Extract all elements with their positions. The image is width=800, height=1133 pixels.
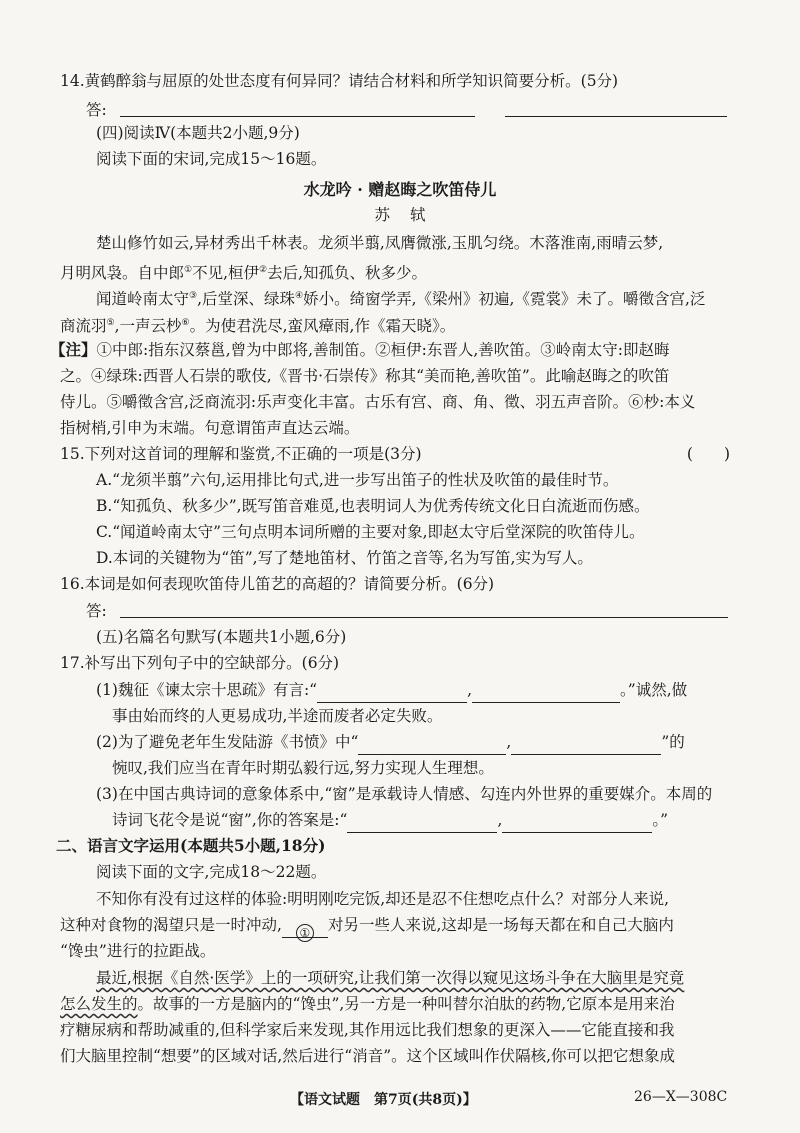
part2-instruction: 阅读下面的文字,完成18～22题。: [96, 863, 327, 881]
q14-answer-label: 答:: [86, 101, 107, 119]
q17-part3-line1: (3)在中国古典诗词的意象体系中,“窗”是承载诗人情感、勾连内外世界的重要媒介。本周的: [96, 785, 713, 803]
q17-part2-line2: 惋叹,我们应当在青年时期弘毅行远,努力实现人生理想。: [112, 759, 494, 777]
q17-stem: 17.补写出下列句子中的空缺部分。(6分): [60, 654, 340, 672]
q17-blank-5[interactable]: [347, 814, 497, 833]
poem-line-3: 闻道岭南太守③,后堂深、绿珠④娇小。绮窗学弄,《梁州》初遍,《霓裳》未了。嚼徵含宫,泛: [96, 290, 706, 309]
notes-line-1: 【注】①中郎:指东汉蔡邕,曾为中郎将,善制笛。②桓伊:东晋人,善吹笛。③岭南太守:即赵晦: [50, 340, 670, 359]
q15-answer-paren[interactable]: ( ): [686, 445, 730, 463]
passage-line-1: 不知你有没有过这样的体验:明明刚吃完饭,却还是忍不住想吃点什么？对部分人来说,: [96, 890, 670, 908]
q17-blank-2[interactable]: [472, 684, 620, 703]
q16-text: 16.本词是如何表现吹笛侍儿笛艺的高超的？请简要分析。(6分): [60, 575, 495, 593]
passage-line-2: 这种对食物的渴望只是一时冲动, ① 对另一些人来说,这却是一场每天都在和自己大脑内: [60, 916, 674, 940]
footer-page-info: 【语文试题 第7页(共8页)】: [290, 1092, 477, 1108]
passage-line-6: 疗糖尿病和帮助减重的,但科学家后来发现,其作用远比我们想象的更深入——它能直接和我: [60, 1021, 675, 1039]
q15-option-d[interactable]: D.本词的关键物为“笛”,写了楚地笛材、竹笛之音等,名为写笛,实为写人。: [96, 549, 593, 567]
footer-code: 26—X—308C: [634, 1089, 728, 1105]
passage-line-7: 们大脑里控制“想要”的区域对话,然后进行“消音”。这个区域叫作伏隔核,你可以把它想象成: [60, 1047, 676, 1065]
notes-line-4: 指树梢,引申为末端。句意谓笛声直达云端。: [60, 419, 360, 437]
q17-blank-6[interactable]: [502, 814, 652, 833]
q17-blank-3[interactable]: [358, 736, 506, 755]
q17-blank-4[interactable]: [511, 736, 661, 755]
q17-part1-line2: 事由始而终的人更易成功,半途而废者必定失败。: [112, 707, 443, 725]
q16-answer-line[interactable]: [120, 617, 728, 618]
q17-blank-1[interactable]: [317, 684, 467, 703]
poem-line-1: 楚山修竹如云,异材秀出千林表。龙须半翦,凤膺微涨,玉肌匀绕。木落淮南,雨晴云梦,: [96, 234, 664, 252]
section4-header: (四)阅读Ⅳ(本题共2小题,9分): [96, 124, 300, 142]
poem-line-2: 月明风袅。自中郎①不见,桓伊②去后,知孤负、秋多少。: [60, 264, 428, 283]
q14-answer-line-2[interactable]: [505, 116, 727, 117]
q14-answer-line-1[interactable]: [120, 116, 475, 117]
q17-part1-line1: (1)魏征《谏太宗十思疏》有言:“ , 。”诚然,做: [96, 677, 742, 703]
q15-option-b[interactable]: B.“知孤负、秋多少”,既写笛音难觅,也表明词人为优秀传统文化日白流逝而伤感。: [96, 497, 650, 515]
passage-line-5: 怎么发生的。故事的一方是脑内的“馋虫”,另一方是一种叫替尔泊肽的药物,它原本是用来治: [60, 995, 675, 1013]
passage-line-3: “馋虫”进行的拉距战。: [60, 942, 216, 960]
section5-header: (五)名篇名句默写(本题共1小题,6分): [96, 628, 347, 646]
blank-marker-1: ①: [296, 924, 314, 942]
section4-instruction: 阅读下面的宋词,完成15～16题。: [96, 150, 327, 168]
q14-text: 14.黄鹤醉翁与屈原的处世态度有何异同？请结合材料和所学知识简要分析。(5分): [60, 72, 619, 90]
q15-stem: 15.下列对这首词的理解和鉴赏,不正确的一项是(3分): [60, 445, 422, 463]
notes-line-3: 侍儿。⑤嚼徵含宫,泛商流羽:乐声变化丰富。古乐有宫、商、角、徵、羽五声音阶。⑥杪:本义: [60, 393, 696, 411]
notes-line-2: 之。④绿珠:西晋人石崇的歌伎,《晋书·石崇传》称其“美而艳,善吹笛”。此喻赵晦之的吹笛: [60, 367, 670, 385]
q17-part3-line2: 诗词飞花令是说“窗”,你的答案是:“ , 。”: [112, 807, 742, 833]
q17-part2-line1: (2)为了避免老年生发陆游《书愤》中“ , ”的: [96, 729, 742, 755]
passage-line-4: 最近,根据《自然·医学》上的一项研究,让我们第一次得以窥见这场斗争在大脑里是究竟: [96, 969, 685, 987]
poem-title: 水龙吟 · 赠赵晦之吹笛侍儿: [303, 180, 497, 199]
q15-option-a[interactable]: A.“龙须半翦”六句,运用排比句式,进一步写出笛子的性状及吹笛的最佳时节。: [96, 471, 619, 489]
poem-line-4: 商流羽⑤,一声云杪⑥。为使君洗尽,蛮风瘴雨,作《霜天晓》。: [60, 317, 456, 336]
part2-header: 二、语言文字运用(本题共5小题,18分): [56, 836, 326, 855]
q16-answer-label: 答:: [86, 602, 107, 620]
q15-option-c[interactable]: C.“闻道岭南太守”三句点明本词所赠的主要对象,即赵太守后堂深院的吹笛侍儿。: [96, 523, 645, 541]
poem-author: 苏轼: [374, 206, 446, 224]
